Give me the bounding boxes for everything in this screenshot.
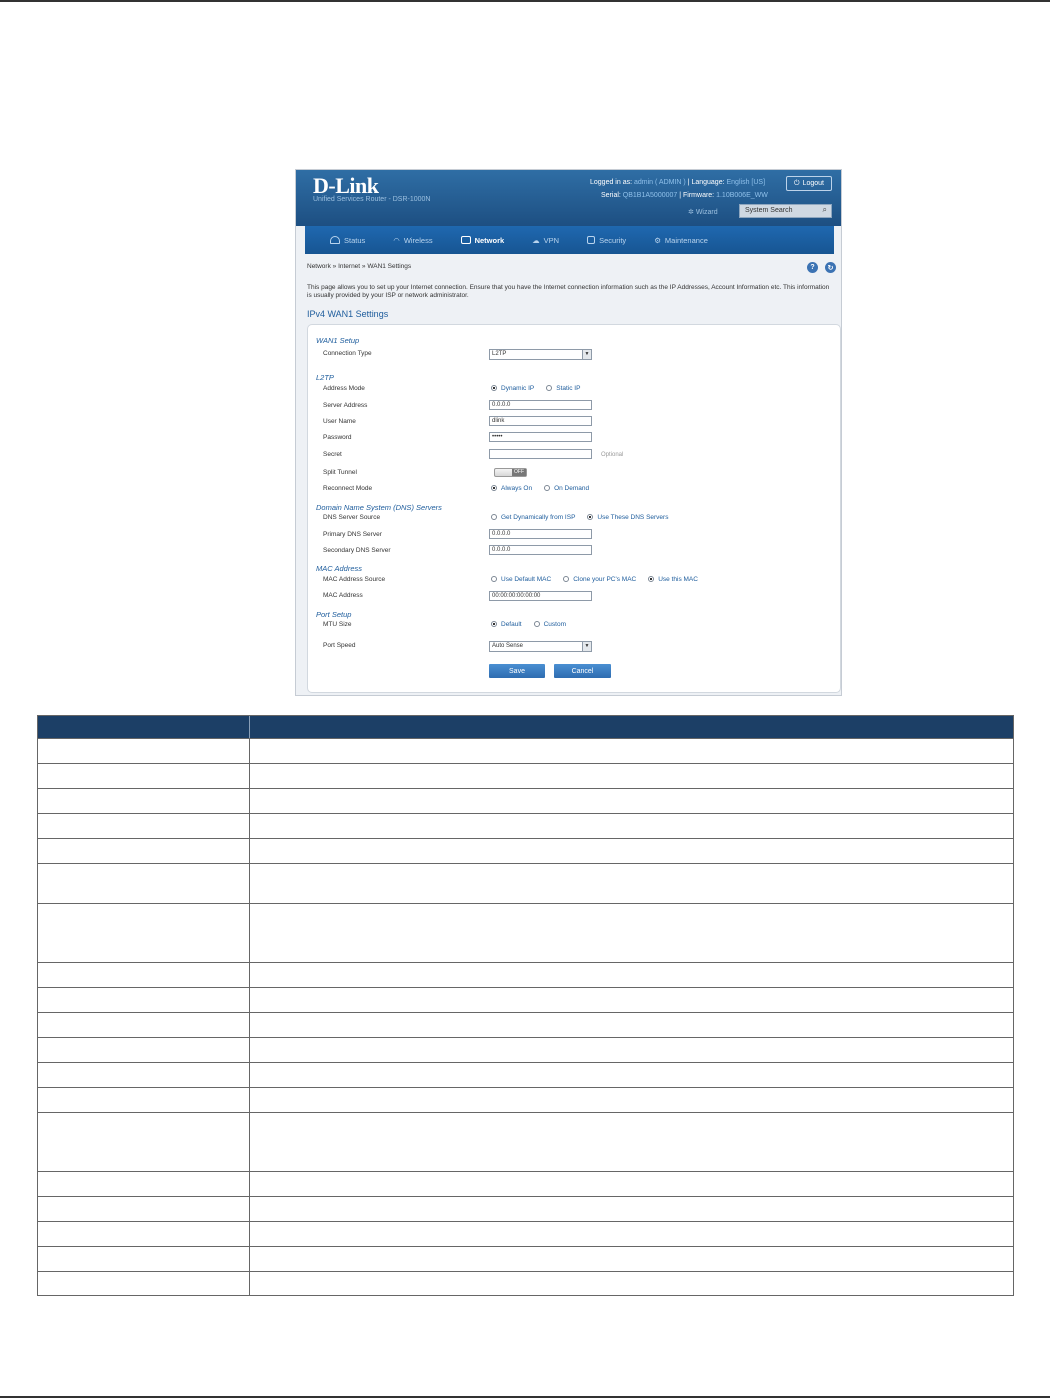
split-tunnel-label: Split Tunnel (323, 469, 357, 476)
server-address-label: Server Address (323, 402, 368, 409)
wizard-link[interactable]: ✲ Wizard (688, 209, 718, 216)
table-row (38, 1062, 1013, 1087)
optional-note: Optional (601, 452, 624, 458)
lock-icon (587, 236, 595, 244)
chevron-down-icon: ▼ (582, 350, 591, 359)
port-setup-heading: Port Setup (316, 610, 352, 619)
table-header (38, 716, 1013, 738)
secondary-dns-input[interactable]: 0.0.0.0 (489, 545, 592, 555)
dns-source-label: DNS Server Source (323, 514, 381, 521)
table-row (38, 788, 1013, 813)
settings-panel (307, 324, 841, 693)
cancel-button[interactable]: Cancel (554, 664, 611, 678)
wan-setup-heading: WAN1 Setup (316, 336, 360, 345)
nav-vpn[interactable]: ☁ VPN (532, 235, 560, 245)
radio-this-mac[interactable]: Use this MAC (648, 576, 698, 583)
router-screenshot (295, 169, 842, 696)
primary-dns-input[interactable]: 0.0.0.0 (489, 529, 592, 539)
search-icon[interactable]: ⌕ (822, 205, 827, 214)
field-description-table (37, 715, 1014, 1296)
refresh-icon[interactable]: ↻ (825, 262, 836, 273)
radio-always-on[interactable]: Always On (491, 485, 532, 492)
table-row (38, 1196, 1013, 1221)
gauge-icon (330, 236, 340, 244)
table-row (38, 1171, 1013, 1196)
user-name-label: User Name (323, 418, 356, 425)
nav-status[interactable]: Status (330, 236, 365, 245)
chevron-down-icon: ▼ (582, 642, 591, 651)
mac-source-radios (491, 576, 698, 583)
breadcrumb: Network » Internet » WAN1 Settings (307, 263, 412, 270)
table-row (38, 813, 1013, 838)
port-speed-select[interactable]: Auto Sense ▼ (489, 641, 592, 652)
wand-icon: ✲ (688, 209, 694, 216)
table-row (38, 1037, 1013, 1062)
device-info: Serial: QB1B1A5000007 | Firmware: 1.10B006E_WW (601, 192, 768, 199)
nav-maintenance[interactable]: ⚙ Maintenance (654, 235, 708, 245)
nav-security[interactable]: Security (587, 236, 626, 245)
split-tunnel-toggle[interactable]: OFF (494, 468, 527, 477)
bottom-rule (0, 1396, 1050, 1398)
table-row (38, 838, 1013, 863)
language-selector[interactable]: English [US] (726, 179, 766, 186)
product-tagline: Unified Services Router - DSR-1000N (313, 196, 431, 203)
radio-dynamic-ip[interactable]: Dynamic IP (491, 385, 534, 392)
primary-dns-label: Primary DNS Server (323, 531, 382, 538)
table-row (38, 1221, 1013, 1246)
secret-input[interactable] (489, 449, 592, 459)
top-rule (0, 0, 1050, 2)
nav-wireless[interactable]: ◠ Wireless (393, 235, 433, 245)
radio-mtu-custom[interactable]: Custom (534, 621, 566, 628)
dns-source-radios (491, 514, 668, 521)
secret-label: Secret (323, 451, 342, 458)
table-row (38, 1246, 1013, 1271)
radio-clone-mac[interactable]: Clone your PC's MAC (563, 576, 636, 583)
server-address-input[interactable]: 0.0.0.0 (489, 400, 592, 410)
table-row (38, 863, 1013, 903)
logged-in-info: Logged in as: admin ( ADMIN ) | Language: English [US] (590, 179, 766, 186)
mac-source-label: MAC Address Source (323, 576, 386, 583)
table-row (38, 763, 1013, 788)
dlink-logo: D-Link (313, 173, 379, 198)
radio-mtu-default[interactable]: Default (491, 621, 522, 628)
mac-address-input[interactable]: 00:00:00:00:00:00 (489, 591, 592, 601)
nav-network[interactable]: Network (461, 236, 505, 245)
table-row (38, 987, 1013, 1012)
dns-heading: Domain Name System (DNS) Servers (316, 503, 442, 512)
mac-address-label: MAC Address (323, 592, 363, 599)
network-icon (461, 236, 471, 244)
reconnect-mode-label: Reconnect Mode (323, 485, 373, 492)
table-row (38, 903, 1013, 962)
radio-dns-dynamic[interactable]: Get Dynamically from ISP (491, 514, 575, 521)
table-row (38, 962, 1013, 987)
main-nav (305, 226, 834, 254)
header-bar (296, 170, 842, 226)
system-search-input[interactable]: System Search ⌕ (739, 204, 832, 218)
table-row (38, 1087, 1013, 1112)
radio-default-mac[interactable]: Use Default MAC (491, 576, 551, 583)
connection-type-select[interactable]: L2TP ▼ (489, 349, 592, 360)
mac-heading: MAC Address (316, 564, 362, 573)
radio-static-ip[interactable]: Static IP (546, 385, 580, 392)
cloud-icon: ☁ (532, 235, 540, 245)
help-icon[interactable]: ? (807, 262, 818, 273)
connection-type-label: Connection Type (323, 350, 372, 357)
port-speed-label: Port Speed (323, 642, 356, 649)
page-description: This page allows you to set up your Internet connection. Ensure that you have the Internet connection information such as the IP Addresses, Account Information etc. This information is usually provided by your ISP or network administrator. (307, 284, 830, 299)
address-mode-label: Address Mode (323, 385, 365, 392)
logout-button[interactable]: ⏻ Logout (786, 176, 832, 191)
table-row (38, 1271, 1013, 1295)
reconnect-mode-radios (491, 485, 589, 492)
gears-icon: ⚙ (654, 235, 661, 245)
radio-dns-custom[interactable]: Use These DNS Servers (587, 514, 668, 521)
table-row (38, 738, 1013, 763)
page-title: IPv4 WAN1 Settings (307, 309, 389, 319)
power-icon: ⏻ (794, 179, 800, 187)
secondary-dns-label: Secondary DNS Server (323, 547, 391, 554)
mtu-radios (491, 621, 566, 628)
table-row (38, 1012, 1013, 1037)
radio-on-demand[interactable]: On Demand (544, 485, 589, 492)
password-input[interactable]: ••••• (489, 432, 592, 442)
table-row (38, 1112, 1013, 1171)
wifi-icon: ◠ (393, 235, 400, 245)
mtu-size-label: MTU Size (323, 621, 352, 628)
address-mode-radios (491, 385, 580, 392)
user-name-input[interactable]: dlink (489, 416, 592, 426)
password-label: Password (323, 434, 352, 441)
l2tp-heading: L2TP (316, 373, 334, 382)
save-button[interactable]: Save (489, 664, 545, 678)
